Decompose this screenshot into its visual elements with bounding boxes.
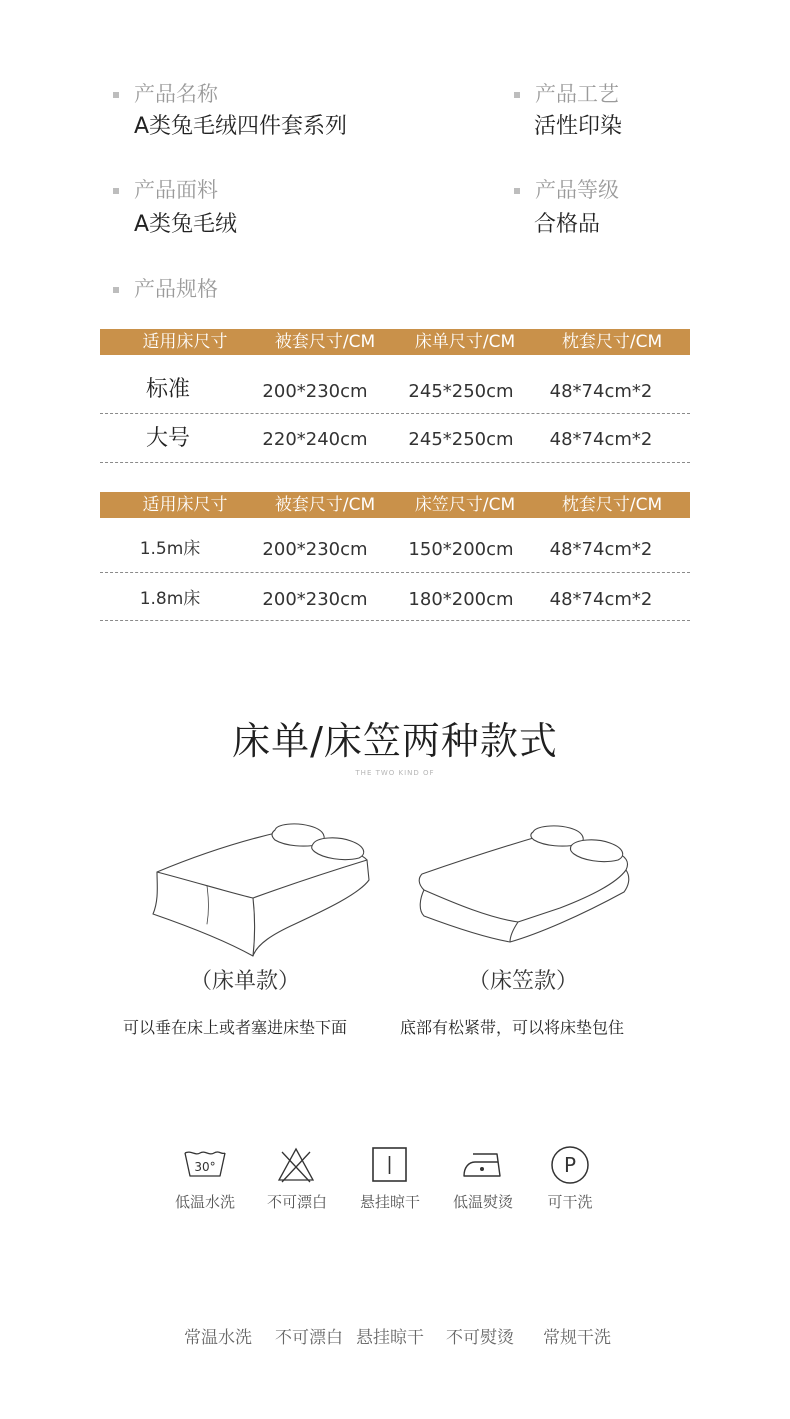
care-label: 悬挂晾干 bbox=[359, 1193, 420, 1211]
table-cell: 48*74cm*2 bbox=[549, 539, 653, 560]
care-note: 常规干洗 bbox=[543, 1328, 611, 1348]
header-cell: 适用床尺寸 bbox=[142, 332, 228, 352]
table-cell: 1.8m床 bbox=[139, 589, 201, 609]
product-name-label: 产品名称 bbox=[134, 82, 218, 106]
table-cell: 245*250cm bbox=[408, 429, 514, 450]
product-grade-label: 产品等级 bbox=[535, 178, 619, 202]
table-cell: 标准 bbox=[145, 377, 190, 402]
bullet bbox=[113, 287, 119, 293]
table-cell: 200*230cm bbox=[262, 539, 368, 560]
svg-text:30°: 30° bbox=[194, 1160, 216, 1174]
svg-text:P: P bbox=[563, 1153, 577, 1177]
product-fabric-label: 产品面料 bbox=[134, 178, 218, 202]
header-cell: 枕套尺寸/CM bbox=[561, 495, 663, 515]
table-cell: 200*230cm bbox=[262, 381, 368, 402]
care-note: 常温水洗 bbox=[184, 1328, 252, 1348]
care-label: 可干洗 bbox=[547, 1193, 593, 1211]
table-cell: 大号 bbox=[145, 426, 190, 451]
care-note: 悬挂晾干 bbox=[356, 1328, 424, 1348]
dry-clean-icon bbox=[550, 1145, 590, 1185]
product-craft-label: 产品工艺 bbox=[535, 82, 619, 106]
low-iron-icon bbox=[461, 1150, 505, 1180]
care-note: 不可漂白 bbox=[275, 1328, 343, 1348]
table-cell: 220*240cm bbox=[262, 429, 368, 450]
header-cell: 枕套尺寸/CM bbox=[561, 332, 663, 352]
care-label: 低温熨烫 bbox=[452, 1193, 513, 1211]
flat-sheet-bed-icon bbox=[145, 820, 380, 960]
bullet bbox=[514, 92, 520, 98]
table-cell: 200*230cm bbox=[262, 589, 368, 610]
section-subtitle: THE TWO KIND OF bbox=[355, 769, 435, 777]
header-cell: 被套尺寸/CM bbox=[274, 332, 376, 352]
row-divider bbox=[100, 572, 690, 573]
row-divider bbox=[100, 462, 690, 463]
row-divider bbox=[100, 620, 690, 621]
header-cell: 适用床尺寸 bbox=[142, 495, 228, 515]
bullet bbox=[113, 188, 119, 194]
fitted-sheet-caption: （床笠款） bbox=[467, 969, 578, 994]
flat-sheet-desc: 可以垂在床上或者塞进床垫下面 bbox=[123, 1018, 348, 1037]
care-label: 不可漂白 bbox=[266, 1193, 327, 1211]
table-cell: 245*250cm bbox=[408, 381, 514, 402]
header-cell: 床单尺寸/CM bbox=[414, 332, 516, 352]
table-header bbox=[100, 492, 690, 518]
table-header bbox=[100, 329, 690, 355]
no-bleach-icon bbox=[276, 1146, 316, 1184]
product-spec-label: 产品规格 bbox=[134, 277, 218, 301]
table-cell: 48*74cm*2 bbox=[549, 589, 653, 610]
header-cell: 床笠尺寸/CM bbox=[414, 495, 516, 515]
hang-dry-icon bbox=[371, 1146, 409, 1184]
row-divider bbox=[100, 413, 690, 414]
flat-sheet-caption: （床单款） bbox=[189, 969, 300, 994]
product-grade-value: 合格品 bbox=[534, 212, 601, 237]
table-cell: 48*74cm*2 bbox=[549, 429, 653, 450]
wash-30-icon bbox=[182, 1148, 228, 1182]
care-label: 低温水洗 bbox=[174, 1193, 235, 1211]
header-cell: 被套尺寸/CM bbox=[274, 495, 376, 515]
bullet bbox=[113, 92, 119, 98]
table-cell: 48*74cm*2 bbox=[549, 381, 653, 402]
product-craft-value: 活性印染 bbox=[534, 114, 623, 139]
table-cell: 180*200cm bbox=[408, 589, 514, 610]
fitted-sheet-bed-icon bbox=[410, 822, 635, 952]
section-title: 床单/床笠两种款式 bbox=[232, 719, 558, 763]
care-note: 不可熨烫 bbox=[446, 1328, 514, 1348]
fitted-sheet-desc: 底部有松紧带，可以将床垫包住 bbox=[400, 1018, 625, 1037]
bullet bbox=[514, 188, 520, 194]
table-cell: 150*200cm bbox=[408, 539, 514, 560]
product-fabric-value: A类兔毛绒 bbox=[134, 212, 238, 237]
table-cell: 1.5m床 bbox=[139, 539, 201, 559]
product-name-value: A类兔毛绒四件套系列 bbox=[134, 114, 348, 139]
